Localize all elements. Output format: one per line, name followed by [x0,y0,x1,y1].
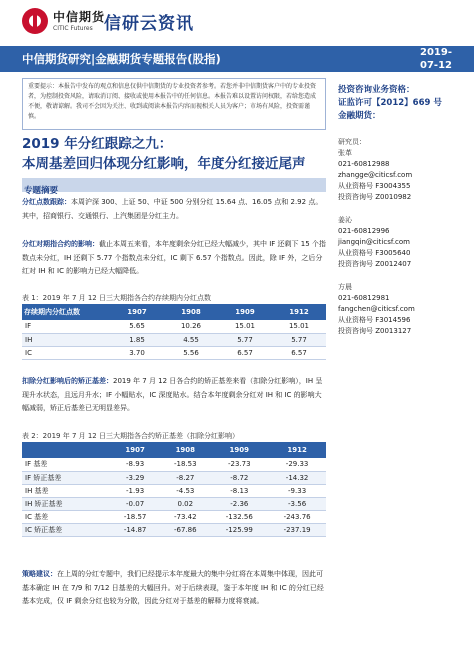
para-lead: 策略建议： [22,570,57,578]
table-cell: 5.77 [218,333,272,346]
row-label: IH 基差 [22,484,110,497]
para-lead: 分红点数跟踪： [22,198,71,206]
column-header: 1912 [272,304,326,320]
para-lead: 分红对期指合约的影响： [22,240,99,248]
analyst-cert-2: 投资咨询号 Z0010982 [338,193,412,201]
analyst-email[interactable]: jiangqin@citicsf.com [338,238,410,246]
table-cell: 15.01 [272,320,326,333]
column-header: 1907 [110,442,160,458]
analyst-name: 方晨 [338,283,352,291]
table-cell: 5.56 [164,346,218,359]
row-label: IH 矫正基差 [22,497,110,510]
table-cell: -9.33 [268,484,326,497]
table-cell: -29.33 [268,458,326,471]
table-row [22,497,326,510]
table-cell: 5.77 [272,333,326,346]
section-header [22,178,326,196]
paragraph-dividend-tracking [22,196,326,223]
banner-title: 中信期货研究|金融期货专题报告(股指) [22,52,221,66]
table-cell: 5.65 [110,320,164,333]
table-cell: -8.27 [160,471,210,484]
date-line-2: 07-12 [420,60,452,71]
table-cell: -3.56 [268,497,326,510]
table-cell: -23.73 [210,458,268,471]
analyst-cert-2: 投资咨询号 Z0013127 [338,327,412,335]
row-label: IF [22,320,110,333]
column-header: 1912 [268,442,326,458]
analyst-contact [338,215,458,270]
analyst-name: 张革 [338,149,352,157]
table-cell: -3.29 [110,471,160,484]
table-cell: 10.26 [164,320,218,333]
analyst-name: 姜沁 [338,216,352,224]
logo-en-text: CITIC Futures [53,24,93,32]
table-cell: -125.99 [210,523,268,536]
table-cell: -4.53 [160,484,210,497]
section-label: 专题摘要 [24,186,59,196]
table-row [22,471,326,484]
analyst-phone: 021-60812981 [338,294,390,302]
table1-caption: 表 1：2019 年 7 月 12 日三大期指各合约存续期内分红点数 [22,294,211,302]
logo-cn-text: 中信期货 [53,9,106,24]
paragraph-dividend-impact [22,238,326,279]
table-row [22,320,326,333]
report-banner [0,46,474,72]
table-cell: -73.42 [160,510,210,523]
table-cell: -67.86 [160,523,210,536]
row-label: IC [22,346,110,359]
table-header-label: 存续期内分红点数 [22,304,110,320]
table-header-empty [22,442,110,458]
analyst-email[interactable]: fangchen@citicsf.com [338,305,415,313]
title-line-1: 2019 年分红跟踪之九： [22,136,173,152]
table-cell: 6.57 [218,346,272,359]
report-date [420,46,452,72]
citic-logo [22,8,105,34]
title-line-2: 本周基差回归体现分红影响，年度分红接近尾声 [22,156,306,172]
analyst-cert-2: 投资咨询号 Z0012407 [338,260,412,268]
analyst-phone: 021-60812996 [338,227,390,235]
para-lead: 扣除分红影响后的矫正基差： [22,377,113,385]
table-cell: 6.57 [272,346,326,359]
column-header: 1908 [160,442,210,458]
table-cell: -237.19 [268,523,326,536]
table-cell: -0.07 [110,497,160,510]
table-dividend-points [22,304,326,360]
column-header: 1907 [110,304,164,320]
report-header [0,0,474,44]
table-cell: -14.32 [268,471,326,484]
analyst-cert-1: 从业资格号 F3005640 [338,249,411,257]
table-cell: -132.56 [210,510,268,523]
table-cell: -243.76 [268,510,326,523]
table-cell: 1.85 [110,333,164,346]
citic-logo-icon [22,8,48,34]
table-cell: -1.93 [110,484,160,497]
table-row [22,333,326,346]
department-label: 金融期货： [338,111,381,121]
paragraph-strategy [22,568,326,609]
analyst-contact [338,282,458,337]
row-label: IH [22,333,110,346]
table-cell: -18.57 [110,510,160,523]
table-cell: -8.13 [210,484,268,497]
table-row [22,523,326,536]
table-cell: -14.87 [110,523,160,536]
table-cell: -2.36 [210,497,268,510]
table-corrected-basis [22,442,326,537]
analyst-contact [338,137,458,203]
paragraph-corrected-basis [22,375,326,416]
analyst-email[interactable]: zhangge@citicsf.com [338,171,413,179]
date-line-1: 2019- [420,47,452,58]
row-label: IF 基差 [22,458,110,471]
analyst-phone: 021-60812988 [338,160,390,168]
table-cell: 3.70 [110,346,164,359]
table-row [22,458,326,471]
para-text: 截止本周五来看，本年度剩余分红已经大幅减少，其中 IF 还剩下 15 个指数点未分红，IH 还剩下 5.77 个指数点未分红，IC 剩下 6.57 个指数点。因此，除 IF 外，之后分红对 IH 和 IC 的影响力已经大幅降低。 [22,240,326,275]
qualification-line-2: 证监许可【2012】669 号 [338,98,442,108]
column-header: 1909 [210,442,268,458]
table-cell: 0.02 [160,497,210,510]
table-cell: -8.72 [210,471,268,484]
analyst-cert-1: 从业资格号 F3014596 [338,316,411,324]
table-row [22,346,326,359]
para-text: 在上周的分红专题中，我们已经提示本年度最大的集中分红将在本周集中体现，因此可基本确定 IH 在 7/9 和 7/12 日基差的大幅回升。对于后续表现，鉴于本年度 IH 和 IC 的分红已经基本完成，仅 IF 剩余分红也较为分散，因此分红对于基差的解释力度将衰减。 [22,570,324,605]
table-cell: -8.93 [110,458,160,471]
para-text: 2019 年 7 月 12 日各合约的矫正基差来看（扣除分红影响），IH 呈现升水状态，且远月升水；IF 小幅贴水，IC 深度贴水。结合本年度剩余分红对 IH 和 IC 的影响大幅减弱，矫正后基差已无明显差异。 [22,377,323,412]
analyst-cert-1: 从业资格号 F3004355 [338,182,411,190]
row-label: IF 矫正基差 [22,471,110,484]
row-label: IC 矫正基差 [22,523,110,536]
table-cell: 15.01 [218,320,272,333]
table-cell: 4.55 [164,333,218,346]
disclaimer-box: 重要提示：本报告中发布的观点和信息仅供中信期货的专业投资者参考。若您并非中信期货客户中的专业投资者，为控制投资风险，请取消订阅、接收或使用本报告中的任何信息。本报告难以设置访问权限，若给您造成不便，敬请谅解。我司不会因为关注、收到或阅读本报告内容而视相关人员为客户；市场有风险，投资需谨慎。 [22,78,326,130]
table-row [22,510,326,523]
table-cell: -18.53 [160,458,210,471]
column-header: 1909 [218,304,272,320]
column-header: 1908 [164,304,218,320]
table-row [22,484,326,497]
table2-caption: 表 2：2019 年 7 月 12 日三大期指各合约矫正基差（扣除分红影响） [22,432,239,440]
brand-title: 信研云资讯 [104,14,194,34]
row-label: IC 基差 [22,510,110,523]
right-sidebar [338,84,458,337]
qualification-line-1: 投资咨询业务资格： [338,85,415,95]
para-text: 本周沪深 300、上证 50、中证 500 分别分红 15.64 点、16.05 点和 2.92 点。其中，招商银行、交通银行、上汽集团是分红主力。 [22,198,323,220]
report-title [22,134,326,174]
analyst-role: 研究员： [338,138,366,146]
